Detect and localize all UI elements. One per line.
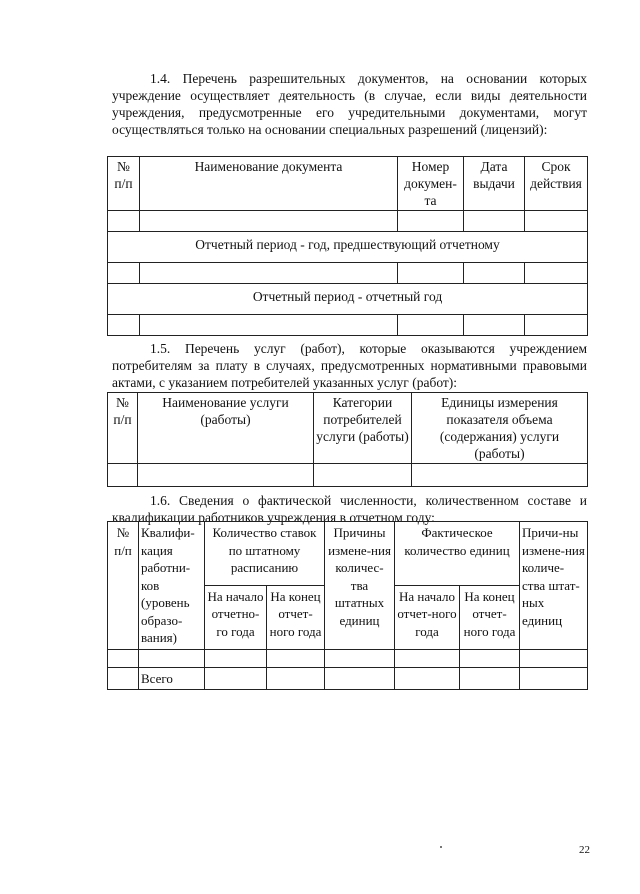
col-validity: Срок действия: [525, 157, 588, 211]
col-qualification: Квалифи-кация работни-ков (уровень образо-вания): [139, 522, 205, 650]
section-1-6-text: 1.6. Сведения о фактической численности, количественном составе и квалификации работников учреждения в отчетном году:: [112, 493, 587, 525]
col-issue-date: Дата выдачи: [464, 157, 525, 211]
col-document-number: Номер докумен-та: [398, 157, 464, 211]
col-actual-change-reasons: Причи-ны измене-ния количе-ства штат-ных единиц: [520, 522, 588, 650]
col-staff-start: На начало отчетно-го года: [205, 585, 267, 649]
col-staff-change-reasons: Причины измене-ния количес-тва штатных единиц: [325, 522, 395, 650]
table-header-row: [108, 393, 588, 464]
section-1-4-text: 1.4. Перечень разрешительных документов, на основании которых учреждение осуществляет деятельность (в случае, если виды деятельности учреждения, предусмотренные его учредительными документами, могут осуществляться только на основании специальных разрешений (лицензий):: [112, 71, 587, 137]
table-row: [108, 315, 588, 336]
scan-mark: [440, 846, 442, 848]
col-measure-unit: Единицы измерения показателя объема (содержания) услуги (работы): [412, 393, 588, 464]
period-previous: Отчетный период - год, предшествующий отчетному: [108, 232, 588, 263]
total-row: [108, 667, 588, 690]
col-service-name: Наименование услуги (работы): [138, 393, 314, 464]
section-1-5-text: 1.5. Перечень услуг (работ), которые оказываются учреждением потребителям за плату в случаях, предусмотренных нормативными правовыми актами, с указанием потребителей указанных услуг (работ):: [112, 341, 587, 390]
table-row: [108, 464, 588, 487]
table-row: [108, 649, 588, 667]
col-document-name: Наименование документа: [140, 157, 398, 211]
col-num: № п/п: [108, 522, 139, 650]
table-row: [108, 263, 588, 284]
table-header-row: [108, 157, 588, 211]
col-num: № п/п: [108, 393, 138, 464]
period-current: Отчетный период - отчетный год: [108, 284, 588, 315]
col-staff-end: На конец отчет-ного года: [267, 585, 325, 649]
permits-table: [107, 156, 588, 336]
col-consumer-category: Категории потребителей услуги (работы): [314, 393, 412, 464]
col-staff-units: Количество ставок по штатному расписанию: [205, 522, 325, 586]
period-row: [108, 284, 588, 315]
total-label: Всего: [139, 667, 205, 690]
staff-table: [107, 521, 588, 690]
page-number: 22: [579, 844, 590, 856]
table-row: [108, 211, 588, 232]
col-actual-units: Фактическое количество единиц: [395, 522, 520, 586]
col-num: № п/п: [108, 157, 140, 211]
col-actual-start: На начало отчет-ного года: [395, 585, 460, 649]
services-table: [107, 392, 588, 487]
table-header-row: [108, 522, 588, 586]
col-actual-end: На конец отчет-ного года: [460, 585, 520, 649]
period-row: [108, 232, 588, 263]
